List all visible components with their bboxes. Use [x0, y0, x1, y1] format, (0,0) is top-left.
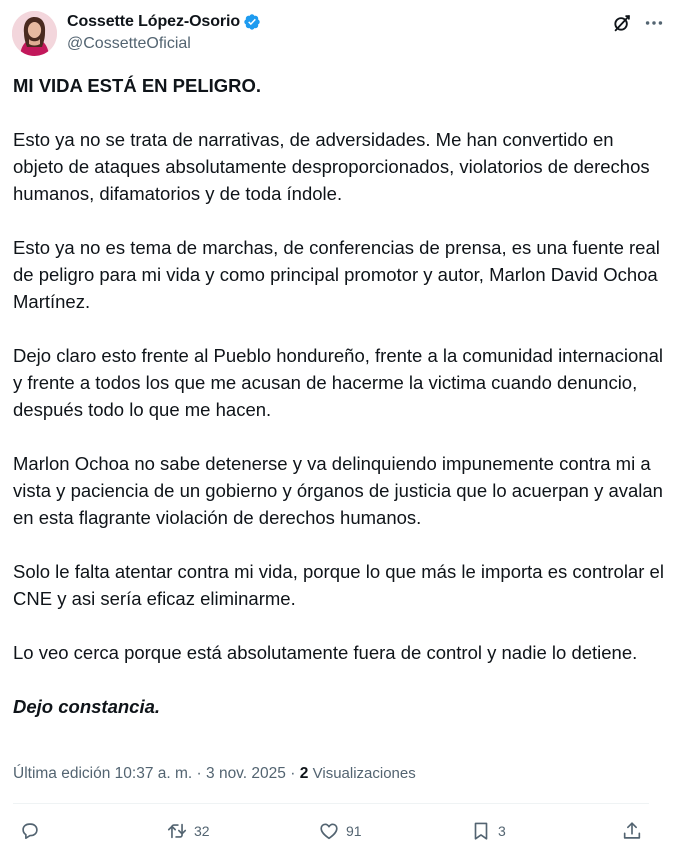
- tweet-paragraph: Solo le falta atentar contra mi vida, porque lo que más le importa es controlar el CNE y asi sería eficaz eliminarme.: [13, 561, 664, 609]
- avatar-image: [12, 11, 57, 56]
- retweet-button[interactable]: [166, 814, 210, 848]
- share-button[interactable]: [621, 814, 643, 848]
- tweet-time[interactable]: 10:37 a. m.: [114, 765, 193, 782]
- display-name[interactable]: Cossette López-Osorio: [67, 13, 241, 30]
- like-icon: [318, 820, 340, 842]
- like-count: 91: [346, 823, 362, 839]
- edited-label[interactable]: Última edición: [13, 765, 111, 782]
- grok-icon[interactable]: [611, 12, 633, 34]
- views-label[interactable]: Visualizaciones: [312, 765, 416, 782]
- header-actions: [611, 12, 665, 34]
- share-icon: [621, 820, 643, 842]
- avatar[interactable]: [12, 11, 57, 56]
- retweet-count: 32: [194, 823, 210, 839]
- meta-separator: ·: [290, 765, 296, 782]
- meta-separator: ·: [196, 765, 202, 782]
- like-button[interactable]: [318, 814, 362, 848]
- tweet-header: [12, 9, 665, 57]
- tweet-paragraph: Marlon Ochoa no sabe detenerse y va delinquiendo impunemente contra mi a vista y paciencia de un gobierno y órganos de justicia que lo acuerpan y avalan en esta flagrante violación de derechos humanos.: [13, 453, 663, 528]
- bookmark-icon: [470, 820, 492, 842]
- tweet-paragraph: Dejo claro esto frente al Pueblo hondureño, frente a la comunidad internacional y frente a todos los que me acusan de hacerme la victima cuando denuncio, después todo lo que me hacen.: [13, 345, 663, 420]
- action-bar: [0, 814, 677, 848]
- views-count[interactable]: 2: [299, 765, 309, 782]
- tweet-date[interactable]: 3 nov. 2025: [206, 765, 286, 782]
- bookmark-count: 3: [498, 823, 506, 839]
- tweet-paragraph: Esto ya no es tema de marchas, de conferencias de prensa, es una fuente real de peligro para mi vida y como principal promotor y autor, Marlon David Ochoa Martínez.: [13, 237, 660, 312]
- bookmark-button[interactable]: [470, 814, 506, 848]
- tweet-paragraph: Esto ya no se trata de narrativas, de adversidades. Me han convertido en objeto de ataques absolutamente desproporcionados, violatorios de derechos humanos, difamatorios y de toda índole.: [13, 129, 650, 204]
- reply-icon: [19, 820, 41, 842]
- reply-button[interactable]: [19, 814, 41, 848]
- name-row: [67, 11, 261, 33]
- tweet-paragraph: Lo veo cerca porque está absolutamente fuera de control y nadie lo detiene.: [13, 642, 638, 663]
- author-handle[interactable]: @CossetteOficial: [67, 35, 191, 52]
- tweet-closing: Dejo constancia.: [13, 696, 161, 717]
- retweet-icon: [166, 820, 188, 842]
- author-names: [67, 11, 261, 55]
- verified-badge-icon[interactable]: [243, 13, 261, 31]
- tweet-headline: MI VIDA ESTÁ EN PELIGRO.: [13, 75, 262, 96]
- tweet-meta: [13, 763, 416, 785]
- divider: [13, 803, 649, 804]
- tweet-text: [13, 72, 665, 720]
- more-horizontal-icon[interactable]: [643, 12, 665, 34]
